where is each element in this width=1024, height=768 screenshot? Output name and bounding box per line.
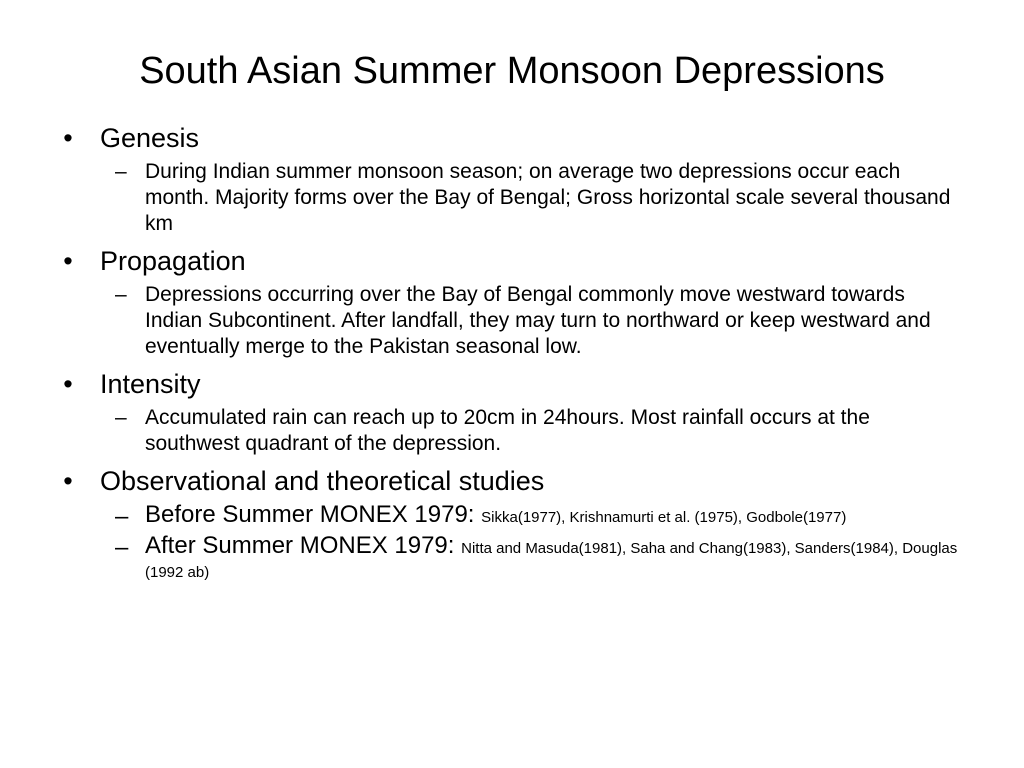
sub-bullet-text: Accumulated rain can reach up to 20cm in 24hours. Most rainfall occurs at the southwest quadrant of the depression. bbox=[145, 406, 870, 455]
bullet-heading: Observational and theoretical studies bbox=[100, 466, 545, 496]
sub-bullet-propagation bbox=[58, 282, 958, 360]
bullet-intensity bbox=[58, 367, 958, 401]
dash-icon: – bbox=[115, 160, 127, 183]
slide-body bbox=[58, 121, 958, 584]
sub-bullet-text: Depressions occurring over the Bay of Bengal commonly move westward towards Indian Subcontinent. After landfall, they may turn to northward or keep westward and eventually merge to the Pakistan seasonal low. bbox=[145, 283, 931, 358]
slide-title: South Asian Summer Monsoon Depressions bbox=[139, 50, 885, 92]
sub-bullet-genesis bbox=[58, 159, 958, 237]
bullet-icon: • bbox=[63, 466, 73, 496]
dash-icon: – bbox=[115, 283, 127, 306]
bullet-icon: • bbox=[63, 123, 73, 153]
bullet-icon: • bbox=[63, 246, 73, 276]
bullet-genesis bbox=[58, 121, 958, 155]
sub-bullet-references: Sikka(1977), Krishnamurti et al. (1975), Godbole(1977) bbox=[481, 509, 847, 526]
sub-bullet-before-monex bbox=[58, 501, 958, 530]
sub-bullet-text: During Indian summer monsoon season; on average two depressions occur each month. Majority forms over the Bay of Bengal; Gross horizontal scale several thousand km bbox=[145, 160, 951, 235]
bullet-propagation bbox=[58, 244, 958, 278]
sub-bullet-after-monex bbox=[58, 532, 958, 584]
bullet-heading: Intensity bbox=[100, 369, 201, 399]
dash-icon: – bbox=[115, 534, 129, 561]
dash-icon: – bbox=[115, 406, 127, 429]
sub-bullet-lead: After Summer MONEX 1979: bbox=[145, 532, 462, 559]
sub-bullet-lead: Before Summer MONEX 1979: bbox=[145, 501, 482, 528]
dash-icon: – bbox=[115, 503, 129, 530]
bullet-icon: • bbox=[63, 369, 73, 399]
sub-bullet-references: Nitta and Masuda(1981), Saha and Chang(1983), Sanders(1984), Douglas (1992 ab) bbox=[145, 540, 958, 581]
bullet-studies bbox=[58, 464, 958, 498]
sub-bullet-intensity bbox=[58, 405, 958, 457]
bullet-heading: Genesis bbox=[100, 123, 200, 153]
bullet-heading: Propagation bbox=[100, 246, 246, 276]
